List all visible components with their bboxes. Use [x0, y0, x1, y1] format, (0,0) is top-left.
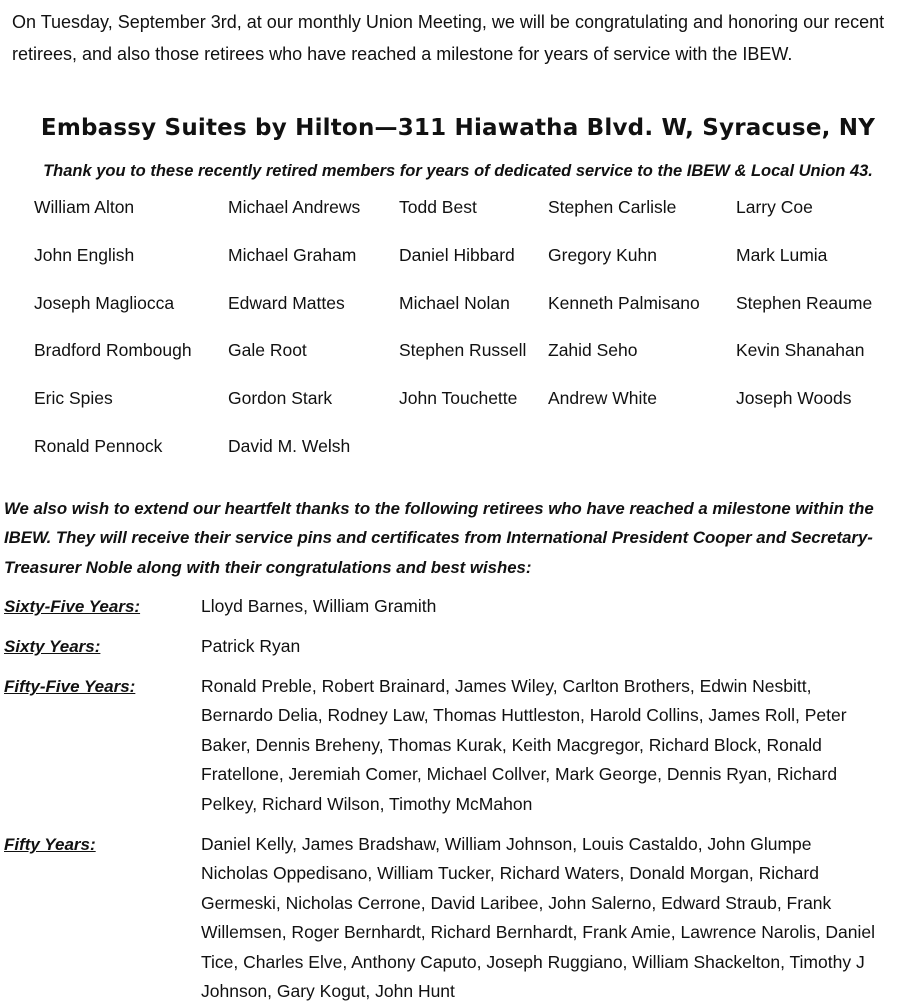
- milestone-names: Lloyd Barnes, William Gramith: [201, 596, 437, 616]
- retiree-name: Eric Spies: [34, 388, 113, 409]
- thanks-heading: Thank you to these recently retired members for years of dedicated service to the IBEW & Local Union 43.: [43, 162, 873, 180]
- milestone-label: Fifty-Five Years:: [4, 677, 136, 696]
- milestone-names: Patrick Ryan: [201, 636, 301, 656]
- retiree-name: Michael Andrews: [228, 197, 361, 217]
- milestone-label: Sixty-Five Years:: [4, 597, 141, 616]
- retiree-name: Gregory Kuhn: [548, 244, 657, 265]
- retiree-name: Joseph Magliocca: [34, 292, 175, 313]
- retiree-name: Andrew White: [548, 388, 657, 409]
- retiree-name: David M. Welsh: [228, 435, 351, 456]
- retiree-name: John English: [34, 244, 135, 265]
- retiree-name: Edward Mattes: [228, 292, 345, 313]
- venue-heading: Embassy Suites by Hilton—311 Hiawatha Blvd. W, Syracuse, NY: [40, 115, 876, 141]
- retiree-row: [34, 381, 914, 429]
- retiree-name: Michael Nolan: [399, 292, 510, 313]
- retiree-name: Daniel Hibbard: [399, 244, 515, 265]
- retiree-names-grid: [34, 190, 914, 477]
- retiree-name: William Alton: [34, 197, 135, 217]
- retiree-name: John Touchette: [399, 388, 518, 409]
- retiree-row: [34, 333, 914, 381]
- retiree-name: Kevin Shanahan: [736, 340, 865, 361]
- milestone-label: Fifty Years:: [4, 835, 96, 854]
- retiree-name: Stephen Carlisle: [548, 197, 677, 217]
- retiree-row: [34, 238, 914, 286]
- retiree-name: Joseph Woods: [736, 388, 852, 409]
- retiree-name: Gale Root: [228, 340, 307, 361]
- retiree-name: Zahid Seho: [548, 340, 638, 361]
- retiree-name: Mark Lumia: [736, 244, 828, 265]
- retiree-name: Gordon Stark: [228, 388, 333, 409]
- retiree-name: Larry Coe: [736, 197, 813, 217]
- retiree-name: Stephen Reaume: [736, 292, 873, 313]
- retiree-row: [34, 190, 914, 238]
- milestone-intro-paragraph: We also wish to extend our heartfelt thanks to the following retirees who have reached a milestone within the IBEW. They will receive their service pins and certificates from International President Cooper and Secretary-Treasurer Noble along with their congratulations and best wishes:: [4, 499, 874, 577]
- milestone-names: Daniel Kelly, James Bradshaw, William Johnson, Louis Castaldo, John Glumpe Nicholas Oppedisano, William Tucker, Richard Waters, Donald Morgan, Richard Germeski, Nicholas Cerrone, David Laribee, John Salerno, Edward Straub, Frank Willemsen, Roger Bernhardt, Richard Bernhardt, Frank Amie, Lawrence Narolis, Daniel Tice, Charles Elve, Anthony Caputo, Joseph Ruggiano, William Shackelton, Timothy J Johnson, Gary Kogut, John Hunt: [201, 834, 876, 1002]
- milestone-names: Ronald Preble, Robert Brainard, James Wiley, Carlton Brothers, Edwin Nesbitt, Bernardo Delia, Rodney Law, Thomas Huttleston, Harold Collins, James Roll, Peter Baker, Dennis Breheny, Thomas Kurak, Keith Macgregor, Richard Block, Ronald Fratellone, Jeremiah Comer, Michael Collver, Mark George, Dennis Ryan, Richard Pelkey, Richard Wilson, Timothy McMahon: [201, 676, 847, 814]
- retiree-name: Michael Graham: [228, 244, 357, 265]
- retiree-row: [34, 429, 914, 477]
- retiree-name: Bradford Rombough: [34, 340, 192, 361]
- retiree-name: Todd Best: [399, 197, 477, 217]
- retiree-name: Stephen Russell: [399, 340, 527, 361]
- retiree-name: Kenneth Palmisano: [548, 292, 700, 313]
- retiree-row: [34, 286, 914, 334]
- milestone-label: Sixty Years:: [4, 637, 101, 656]
- intro-paragraph: On Tuesday, September 3rd, at our monthly Union Meeting, we will be congratulating and honoring our recent retirees, and also those retirees who have reached a milestone for years of service with the IBEW.: [12, 12, 885, 64]
- retiree-name: Ronald Pennock: [34, 435, 163, 456]
